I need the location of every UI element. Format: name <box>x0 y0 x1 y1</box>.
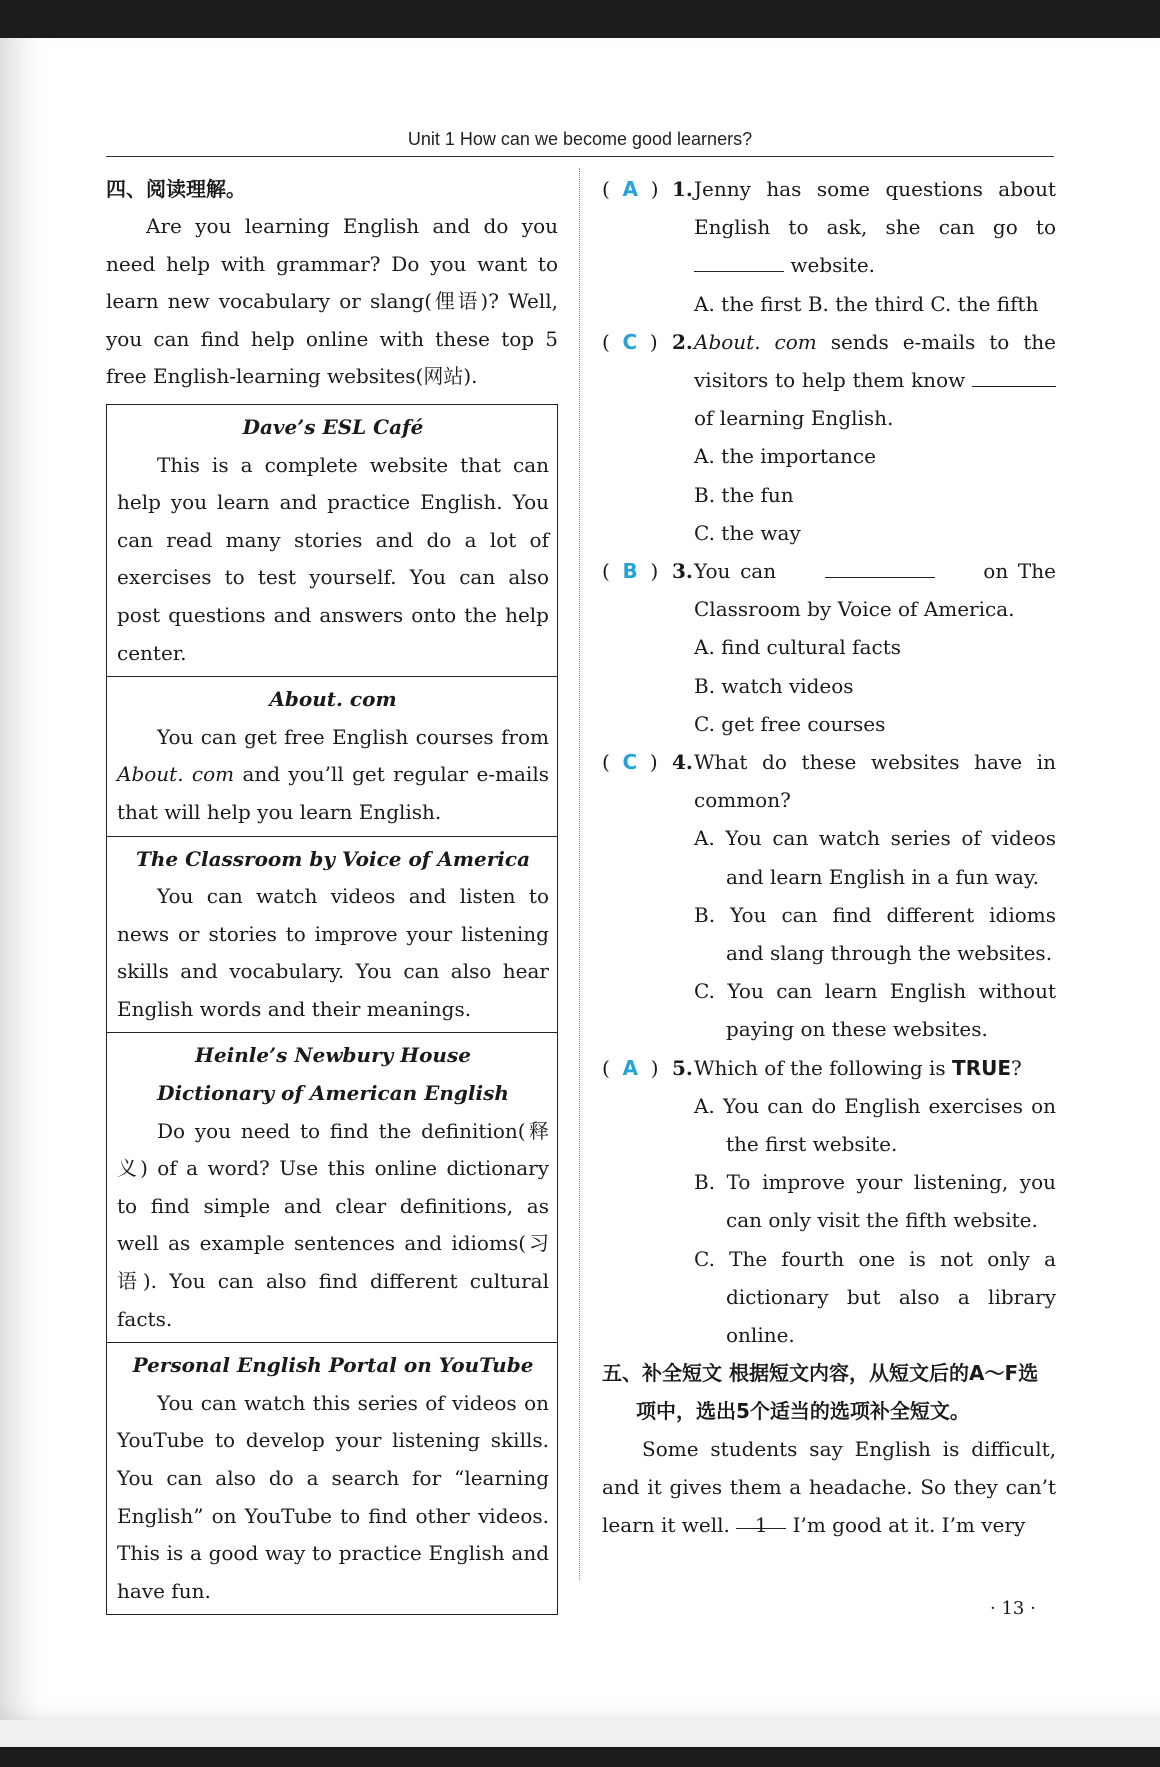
website-5-title: Personal English Portal on YouTube <box>132 1353 534 1378</box>
header-title: Unit 1 How can we become good learners? <box>407 129 753 149</box>
question-1 <box>602 170 1056 323</box>
section-4-heading: 四、阅读理解。 <box>106 177 246 201</box>
website-4-text: Do you need to find the definition(释义) of a word? Use this online dictionary to find simple and clear definitions, as well as example sentences and idioms(习语). You can also find different cultural facts. <box>117 1118 549 1331</box>
website-1-title: Dave’s ESL Café <box>242 414 424 439</box>
page-bottom-edge <box>0 1720 1160 1747</box>
question-4 <box>602 743 1056 1049</box>
option: C. the way <box>694 520 801 545</box>
option: C. get free courses <box>694 711 886 736</box>
answer-mark: A <box>622 177 639 201</box>
answer-paren: ( C ) <box>602 750 658 775</box>
answer-blank <box>694 249 784 272</box>
answer-mark: B <box>622 559 638 584</box>
answer-paren: ( C ) <box>602 329 658 354</box>
answer-blank-1: 1 <box>736 1506 786 1529</box>
question-number: 2. <box>672 329 693 354</box>
option: A. You can watch series of videos and learn English in a fun way. <box>694 826 1056 889</box>
option: B. the fun <box>694 482 794 507</box>
website-4 <box>107 1032 557 1342</box>
section-4-intro: Are you learning English and do you need help with grammar? Do you want to learn new vocabulary or slang(俚语)? Well, you can find help online with these top 5 free English-learning websites(网站). <box>106 214 558 389</box>
website-1-text: This is a complete website that can help you learn and practice English. You can read many stories and do a lot of exercises to test yourself. You can also post questions and answers onto the help center. <box>117 452 549 665</box>
website-3-text: You can watch videos and listen to news or stories to improve your listening skills and vocabulary. You can also hear English words and their meanings. <box>117 884 549 1021</box>
website-5-text: You can watch this series of videos on YouTube to develop your listening skills. You can also do a search for “learning English” on YouTube to find other videos. This is a good way to practice English and have fun. <box>117 1390 549 1603</box>
section-5-text: Some students say English is difficult, and it gives them a headache. So they can’t learn it well. 1 I’m good at it. I’m very <box>602 1437 1056 1538</box>
option: A. the importance <box>694 444 876 469</box>
website-3-title: The Classroom by Voice of America <box>135 846 531 871</box>
left-column <box>106 170 558 1615</box>
answer-blank <box>825 555 935 578</box>
website-3 <box>107 836 557 1033</box>
question-stem: You can on The Classroom by Voice of America. <box>694 552 1056 628</box>
question-number: 5. <box>672 1055 693 1080</box>
option: B. watch videos <box>694 673 854 698</box>
right-column <box>602 170 1056 1544</box>
column-divider <box>579 168 580 1580</box>
question-5 <box>602 1049 1056 1355</box>
option: B. You can find different idioms and slang through the websites. <box>694 902 1056 966</box>
question-stem: About. com sends e-mails to the visitors to help them know of learning English. <box>694 329 1056 431</box>
website-4-title-line1: Heinle’s Newbury House <box>195 1043 471 1068</box>
question-3 <box>602 552 1056 743</box>
option: C. The fourth one is not only a dictionary but also a library online. <box>694 1246 1056 1348</box>
website-1 <box>107 405 557 676</box>
option: A. the first B. the third C. the fifth <box>694 291 1039 316</box>
website-2 <box>107 676 557 835</box>
answer-paren: ( A ) <box>602 1055 659 1080</box>
website-2-title: About. com <box>269 687 397 712</box>
option: A. You can do English exercises on the first website. <box>694 1093 1056 1157</box>
question-stem: What do these websites have in common? <box>694 750 1056 813</box>
question-number: 4. <box>672 750 693 775</box>
answer-paren: ( B ) <box>602 559 659 584</box>
question-stem: Jenny has some questions about English to ask, she can go to website. <box>694 177 1056 278</box>
question-2 <box>602 323 1056 552</box>
option: C. You can learn English without paying on these websites. <box>694 979 1056 1042</box>
website-4-title-line2: Dictionary of American English <box>157 1081 509 1106</box>
section-5-heading: 五、补全短文 根据短文内容，从短文后的A～F选项中，选出5个适当的选项补全短文。 <box>602 1361 1039 1424</box>
website-2-text: You can get free English courses from About. com and you’ll get regular e-mails that will help you learn English. <box>117 724 549 824</box>
question-number: 1. <box>672 177 693 201</box>
answer-paren: ( A ) <box>602 177 659 201</box>
answer-mark: C <box>622 329 638 354</box>
website-5 <box>107 1342 557 1614</box>
option: B. To improve your listening, you can only visit the fifth website. <box>694 1170 1056 1233</box>
running-header <box>106 92 1054 157</box>
question-stem: Which of the following is TRUE? <box>694 1055 1022 1080</box>
websites-box <box>106 404 558 1615</box>
page-number: · 13 · <box>990 1598 1036 1619</box>
answer-blank <box>972 364 1056 387</box>
answer-mark: C <box>622 750 638 775</box>
question-number: 3. <box>672 559 693 584</box>
option: A. find cultural facts <box>694 635 902 660</box>
answer-mark: A <box>622 1055 639 1080</box>
